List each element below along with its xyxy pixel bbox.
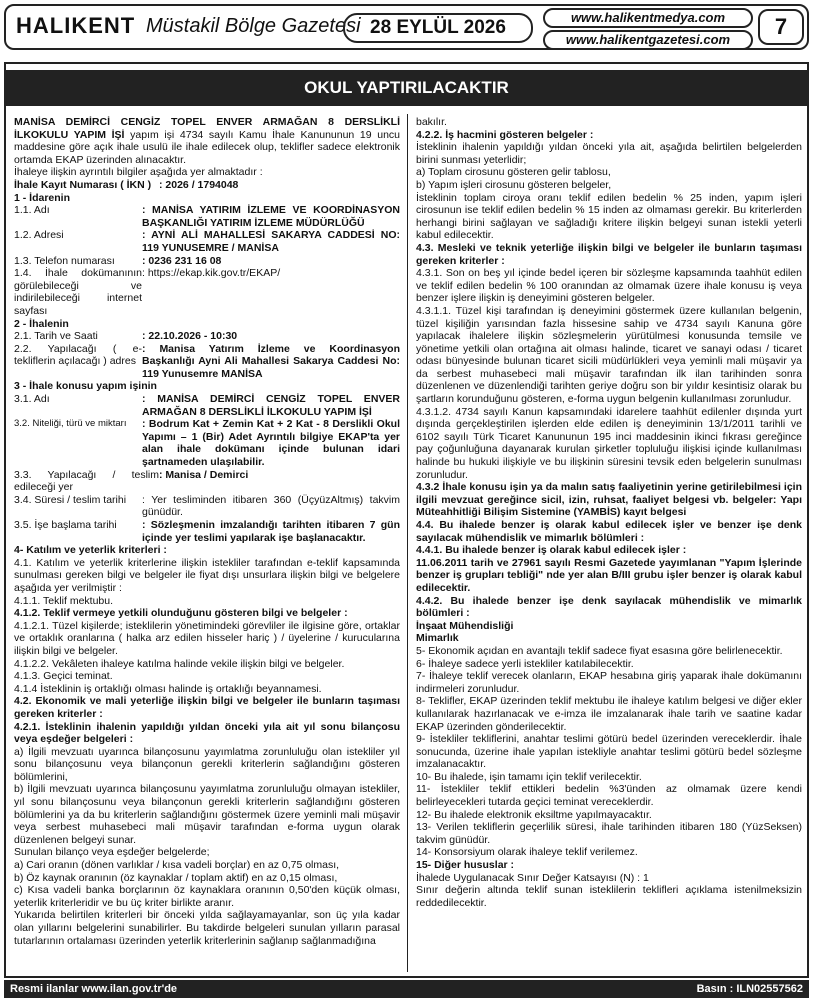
- para-4-2-1: 4.2.1. İsteklinin ihalenin yapıldığı yıldan önceki yıla ait yıl sonu bilançosu veya eşdeğer belgeleri :: [14, 720, 400, 746]
- para-15: 15- Diğer hususlar :: [416, 859, 515, 872]
- intro-line-2: İhaleye ilişkin ayrıntılı bilgiler aşağıda yer almaktadır :: [14, 166, 263, 179]
- website-link-2[interactable]: www.halikentgazetesi.com: [543, 30, 753, 50]
- para-4-4-1-value: 11.06.2011 tarih ve 27961 sayılı Resmi Gazetede yayımlanan "Yapım İşlerinde benzer iş grupları tebliği" nde yer alan B/III grubu işler benzer iş olarak kabul edilecektir.: [416, 556, 802, 594]
- label-1-1: 1.1. Adı: [14, 204, 50, 217]
- left-column: [14, 116, 400, 974]
- row-1-2: [14, 229, 400, 254]
- para-15-b: Sınır değerin altında teklif sunan isteklilerin teklifleri açıklama istenilmeksizin reddedilecektir.: [416, 884, 802, 909]
- label-1-2: 1.2. Adresi: [14, 229, 64, 242]
- section-2-heading: 2 - İhalenin: [14, 317, 69, 330]
- row-1-1: [14, 204, 400, 229]
- value-3-1: : MANİSA DEMİRCİ CENGİZ TOPEL ENVER ARMAĞAN 8 DERSLİKLİ İLKOKULU YAPIM İŞİ: [142, 393, 400, 418]
- column-divider: [407, 114, 408, 972]
- label-3-2: 3.2. Niteliği, türü ve miktarı: [14, 418, 127, 430]
- para-4-1-2: 4.1.2. Teklif vermeye yetkili olunduğunu gösteren bilgi ve belgeler :: [14, 607, 348, 620]
- para-14: 14- Konsorsiyum olarak ihaleye teklif verilemez.: [416, 846, 638, 859]
- para-4-4: 4.4. Bu ihalede benzer iş olarak kabul edilecek işler ve benzer işe denk sayılacak mühendislik ve mimarlık bölümleri :: [416, 519, 802, 544]
- para-4-2-2-d: İsteklinin toplam ciroya oranı teklif edilen bedelin % 25 inden, yapım işleri cirosunun ise teklif edilen bedelin % 15 inden az olmaması gerekir. Bu kriterlerden herhangi birini sağlayan ve sağladığı kritere ilişkin belgeyi sunan istekli yeterli kabul edilecektir.: [416, 191, 802, 242]
- para-4-1-4: 4.1.4 İsteklinin iş ortaklığı olması halinde iş ortaklığı beyannamesi.: [14, 682, 322, 695]
- row-3-4: [14, 494, 400, 519]
- label-3-5: 3.5. İşe başlama tarihi: [14, 519, 117, 531]
- section-4-heading: 4- Katılım ve yeterlik kriterleri :: [14, 544, 167, 557]
- para-7: 7- İhaleye teklif verecek olanların, EKAP hesabına giriş yaparak ihale dokümanını indirmeleri zorunludur.: [416, 670, 802, 695]
- right-column: [416, 116, 802, 974]
- intro-text: yapım işi 4734 sayılı Kamu İhale Kanununun 19 uncu maddesine göre açık ihale usulü ile ihale edilecek olup, teklifler sadece elektronik ortamda EKAP üzerinden alınacaktır.: [14, 128, 400, 166]
- para-13: 13- Verilen tekliflerin geçerlilik süresi, ihale tarihinden itibaren 180 (YüzSeksen) takvim günüdür.: [416, 821, 802, 846]
- department-architecture: Mimarlık: [416, 632, 459, 645]
- website-link-1[interactable]: www.halikentmedya.com: [543, 8, 753, 28]
- value-1-2: : AYNİ ALİ MAHALLESİ SAKARYA CADDESİ NO: 119 YUNUSEMRE / MANİSA: [142, 229, 400, 254]
- value-3-2: : Bodrum Kat + Zemin Kat + 2 Kat - 8 Derslikli Okul Yapımı – 1 (Bir) Adet Ayrıntılı bilgiye EKAP'ta yer alan ihale dokümanı içinde bulunan idari şartnameden ulaşılabilir.: [142, 418, 400, 469]
- para-5: 5- Ekonomik açıdan en avantajlı teklif sadece fiyat esasına göre belirlenecektir.: [416, 644, 783, 657]
- value-1-4[interactable]: : https://ekap.kik.gov.tr/EKAP/: [142, 267, 281, 280]
- value-2-2: : Manisa Yatırım İzleme ve Koordinasyon Başkanlığı Ayni Ali Mahallesi Sakarya Caddesi No: 119 Yunusemre MANİSA: [142, 342, 400, 380]
- label-2-1: 2.1. Tarih ve Saati: [14, 330, 98, 343]
- masthead: [4, 4, 809, 50]
- para-11: 11- İstekliler teklif ettikleri bedelin %3'ünden az olmamak üzere kendi belirleyecekleri tutarda geçici teminat vereceklerdir.: [416, 783, 802, 809]
- para-4-2-1-c: Sunulan bilanço veya eşdeğer belgelerde;: [14, 846, 210, 859]
- para-4-1-3: 4.1.3. Geçici teminat.: [14, 670, 113, 683]
- para-4-2-2: 4.2.2. İş hacmini gösteren belgeler :: [416, 128, 594, 141]
- value-1-1: : MANİSA YATIRIM İZLEME VE KOORDİNASYON BAŞKANLIĞI YATIRIM İZLEME MÜDÜRLÜĞÜ: [142, 204, 400, 229]
- announcement-title: OKUL YAPTIRILACAKTIR: [6, 70, 807, 106]
- continuation-text: bakılır.: [416, 116, 447, 128]
- ikn-value: : 2026 / 1794048: [159, 178, 239, 191]
- label-2-2: 2.2. Yapılacağı ( e-tekliflerin açılacağı ) adres: [14, 342, 142, 368]
- footer-bar: [4, 980, 809, 998]
- para-4-1-2-2: 4.1.2.2. Vekâleten ihaleye katılma halinde vekile ilişkin bilgi ve belgeler.: [14, 657, 345, 670]
- para-4-3: 4.3. Mesleki ve teknik yeterliğe ilişkin bilgi ve belgeler ile bunların taşıması gereken kriterler :: [416, 241, 802, 267]
- para-4-3-1: 4.3.1. Son on beş yıl içinde bedel içeren bir sözleşme kapsamında taahhüt edilen ve teklif edilen bedelin % 100 oranından az olmamak üzere ihale konusu iş veya benzer işlere ilişkin iş deneyimini gösteren belgeler.: [416, 267, 802, 305]
- para-8: 8- Teklifler, EKAP üzerinden teklif mektubu ile ihaleye katılım belgesi ve diğer ekler kullanılarak hazırlanacak ve e-imza ile imzalanarak ihale tarih ve saatine kadar EKAP üzerinden gönderilecektir.: [416, 695, 802, 733]
- para-4-3-1-1: 4.3.1.1. Tüzel kişi tarafından iş deneyimini göstermek üzere kullanılan belgenin, tüzel kişiliğin yarısından fazla hissesine sahip ve 4734 sayılı Kanuna göre yapılacak ihalelere ilişkin sözleşmelerin yürütülmesi konusunda temsile ve yönetime yetkili olan ortağına ait olması halinde, ticaret ve sanayi odası / ticaret odası bünyesinde bulunan ticaret sicili müdürlükleri veya yeminli mali müşavir ya da serbest muhasebeci mali müşavir tarafından ilk ilan tarihinden sonra düzenlenen ve düzenlendiği tarihten geriye doğru son bir yıldır kesintisiz olarak bu şartların korunduğunu gösteren, e-forma uygun belgenin kullanılması zorunludur.: [416, 304, 802, 406]
- value-1-3: : 0236 231 16 08: [142, 254, 222, 267]
- para-4-2-1-e: b) Öz kaynak oranının (öz kaynaklar / toplam aktif) en az 0,15 olması,: [14, 871, 338, 884]
- para-4-1-1: 4.1.1. Teklif mektubu.: [14, 594, 114, 607]
- para-4-2-2-b: a) Toplam cirosunu gösteren gelir tablosu,: [416, 166, 611, 179]
- label-3-4: 3.4. Süresi / teslim tarihi: [14, 493, 127, 506]
- newspaper-brand: HALIKENT: [16, 13, 136, 38]
- para-4-2-2-a: İsteklinin ihalenin yapıldığı yıldan önceki yıla ait, aşağıda belirtilen belgelerden birini sunması yeterlidir;: [416, 141, 802, 166]
- row-3-1: [14, 393, 400, 418]
- section-3-heading: 3 - İhale konusu yapım işinin: [14, 380, 157, 393]
- para-4-3-2: 4.3.2 İhale konusu işin ya da malın satış faaliyetinin yerine getirilebilmesi için ilgili mevzuat gereğince sicil, izin, ruhsat, faaliyet belgesi vb. belgeler: Yapı Müteahhitliği Bilişim Sistemine (YAMBİS) kayıt belgesi: [416, 481, 802, 519]
- page-number: 7: [758, 9, 804, 45]
- intro-paragraph: [14, 116, 400, 166]
- para-4-4-1: 4.4.1. Bu ihalede benzer iş olarak kabul edilecek işler :: [416, 544, 687, 557]
- newspaper-subtitle: Müstakil Bölge Gazetesi: [146, 15, 361, 37]
- row-1-3: [14, 255, 400, 268]
- para-12: 12- Bu ihalede elektronik eksiltme yapılmayacaktır.: [416, 808, 652, 821]
- label-1-4: 1.4. İhale dokümanının görülebileceği ve indirilebileceği internet sayfası: [14, 267, 142, 317]
- department-civil: İnşaat Mühendisliği: [416, 619, 514, 632]
- value-3-4: : Yer tesliminden itibaren 360 (ÜçyüzAltmış) takvim günüdür.: [142, 493, 400, 519]
- para-4-2-1-d: a) Cari oranın (dönen varlıklar / kısa vadeli borçlar) en az 0,75 olması,: [14, 859, 340, 872]
- para-4-2-1-b: b) İlgili mevzuatı uyarınca bilançosunu yayımlatma zorunluluğu olmayan istekliler, yıl sonu bilançosunu veya bilançonun gerekli kriterlerin sağlandığını gösteren bölümlerini ya da bu kriterlerin sağlandığını göstermek üzere yeminli mali müşavir veya serbest muhasebeci mali müşavir tarafından e-forma uygun olarak düzenlenen belgeyi sunar.: [14, 783, 400, 846]
- row-3-2: [14, 418, 400, 468]
- para-4-2-1-f: c) Kısa vadeli banka borçlarının öz kaynaklara oranının 0,50'den küçük olması, yeterlik kriterleridir ve bu üç kriter birlikte aranır.: [14, 884, 400, 909]
- footer-official-notice: Resmi ilanlar www.ilan.gov.tr'de: [10, 983, 178, 995]
- para-4-2-2-c: b) Yapım işleri cirosunu gösteren belgeler,: [416, 178, 612, 191]
- announcement-box: [4, 62, 809, 978]
- value-3-3: : Manisa / Demirci: [159, 468, 249, 481]
- row-2-1: [14, 330, 400, 343]
- ikn-row: [14, 179, 400, 192]
- row-1-4: [14, 267, 400, 317]
- para-4-4-2: 4.4.2. Bu ihalede benzer işe denk sayılacak mühendislik ve mimarlık bölümleri :: [416, 594, 802, 620]
- value-3-5: : Sözleşmenin imzalandığı tarihten itibaren 7 gün içinde yer teslimi yapılarak işe başlanacaktır.: [142, 519, 400, 544]
- para-4-3-1-2: 4.3.1.2. 4734 sayılı Kanun kapsamındaki idarelere taahhüt edilenler dışında yurt dışında gerçekleştirilen işlerden elde edilen iş deneyiminin 13/1/2011 tarihli ve 6102 sayılı Türk Ticaret Kanununun 195 inci maddesinin ikinci fıkrası gereğince pay çoğunluğuna dayanarak kurulan şirketler topluluğu ilişkisi içinde kullanılması halinde bu hukuki ilişkiyle ve bu ilişkinin süresini tevsik eden belgelerin sunulması zorunludur.: [416, 405, 802, 481]
- row-2-2: [14, 343, 400, 381]
- para-6: 6- İhaleye sadece yerli istekliler katılabilecektir.: [416, 657, 634, 670]
- label-3-1: 3.1. Adı: [14, 393, 50, 406]
- para-4-2-1-g: Yukarıda belirtilen kriterleri bir önceki yılda sağlayamayanlar, son üç yıla kadar olan yıllarını belgelerini sunabilirler. Bu takdirde belgeleri sunulan yılların parasal tutarlarının ortalaması üzerinden yeterlik kriterlerinin sağlanıp sağlanmadığına: [14, 909, 400, 947]
- row-3-5: [14, 519, 400, 544]
- para-10: 10- Bu ihalede, işin tamamı için teklif verilecektir.: [416, 770, 642, 783]
- issue-date: 28 EYLÜL 2026: [343, 13, 533, 43]
- para-15-a: İhalede Uygulanacak Sınır Değer Katsayısı (N) : 1: [416, 871, 649, 884]
- section-1-heading: 1 - İdarenin: [14, 191, 71, 204]
- para-4-1: 4.1. Katılım ve yeterlik kriterlerine ilişkin istekliler tarafından e-teklif kapsamında sunulması gereken bilgi ve belgeler ile fiyat dışı unsurlara ilişkin bilgi ve belgelere aşağıda yer verilmiştir :: [14, 556, 400, 594]
- intro-bold: MANİSA DEMİRCİ CENGİZ TOPEL ENVER ARMAĞAN 8 DERSLİKLİ İLKOKULU YAPIM İŞİ: [14, 116, 400, 141]
- para-4-1-2-1: 4.1.2.1. Tüzel kişilerde; isteklilerin yönetimindeki görevliler ile ilgisine göre, ortaklar ve ortaklık oranlarına ( halka arz edilen hisseler hariç ) / üyelerine / kurucularına ilişkin bilgi ve belgeler.: [14, 619, 400, 657]
- label-3-3: 3.3. Yapılacağı / teslim edileceği yer: [14, 468, 159, 494]
- label-1-3: 1.3. Telefon numarası: [14, 254, 115, 267]
- ikn-label: İhale Kayıt Numarası ( İKN ): [14, 178, 152, 191]
- para-9: 9- İstekliler tekliflerini, anahtar teslimi götürü bedel üzerinden vereceklerdir. İhale sonucunda, üzerine ihale yapılan istekliyle anahtar teslimi götürü bedel sözleşme imzalanacaktır.: [416, 733, 802, 771]
- row-3-3: [14, 469, 400, 494]
- para-4-2: 4.2. Ekonomik ve mali yeterliğe ilişkin bilgi ve belgeler ile bunların taşıması gereken kriterler :: [14, 695, 400, 720]
- value-2-1: : 22.10.2026 - 10:30: [142, 330, 238, 343]
- para-4-2-1-a: a) İlgili mevzuatı uyarınca bilançosunu yayımlatma zorunluluğu olan istekliler yıl sonu bilançosunu veya bilançonun gerekli kriterlerin sağlandığını gösteren bölümlerini,: [14, 745, 400, 783]
- footer-press-code: Basın : ILN02557562: [696, 983, 803, 995]
